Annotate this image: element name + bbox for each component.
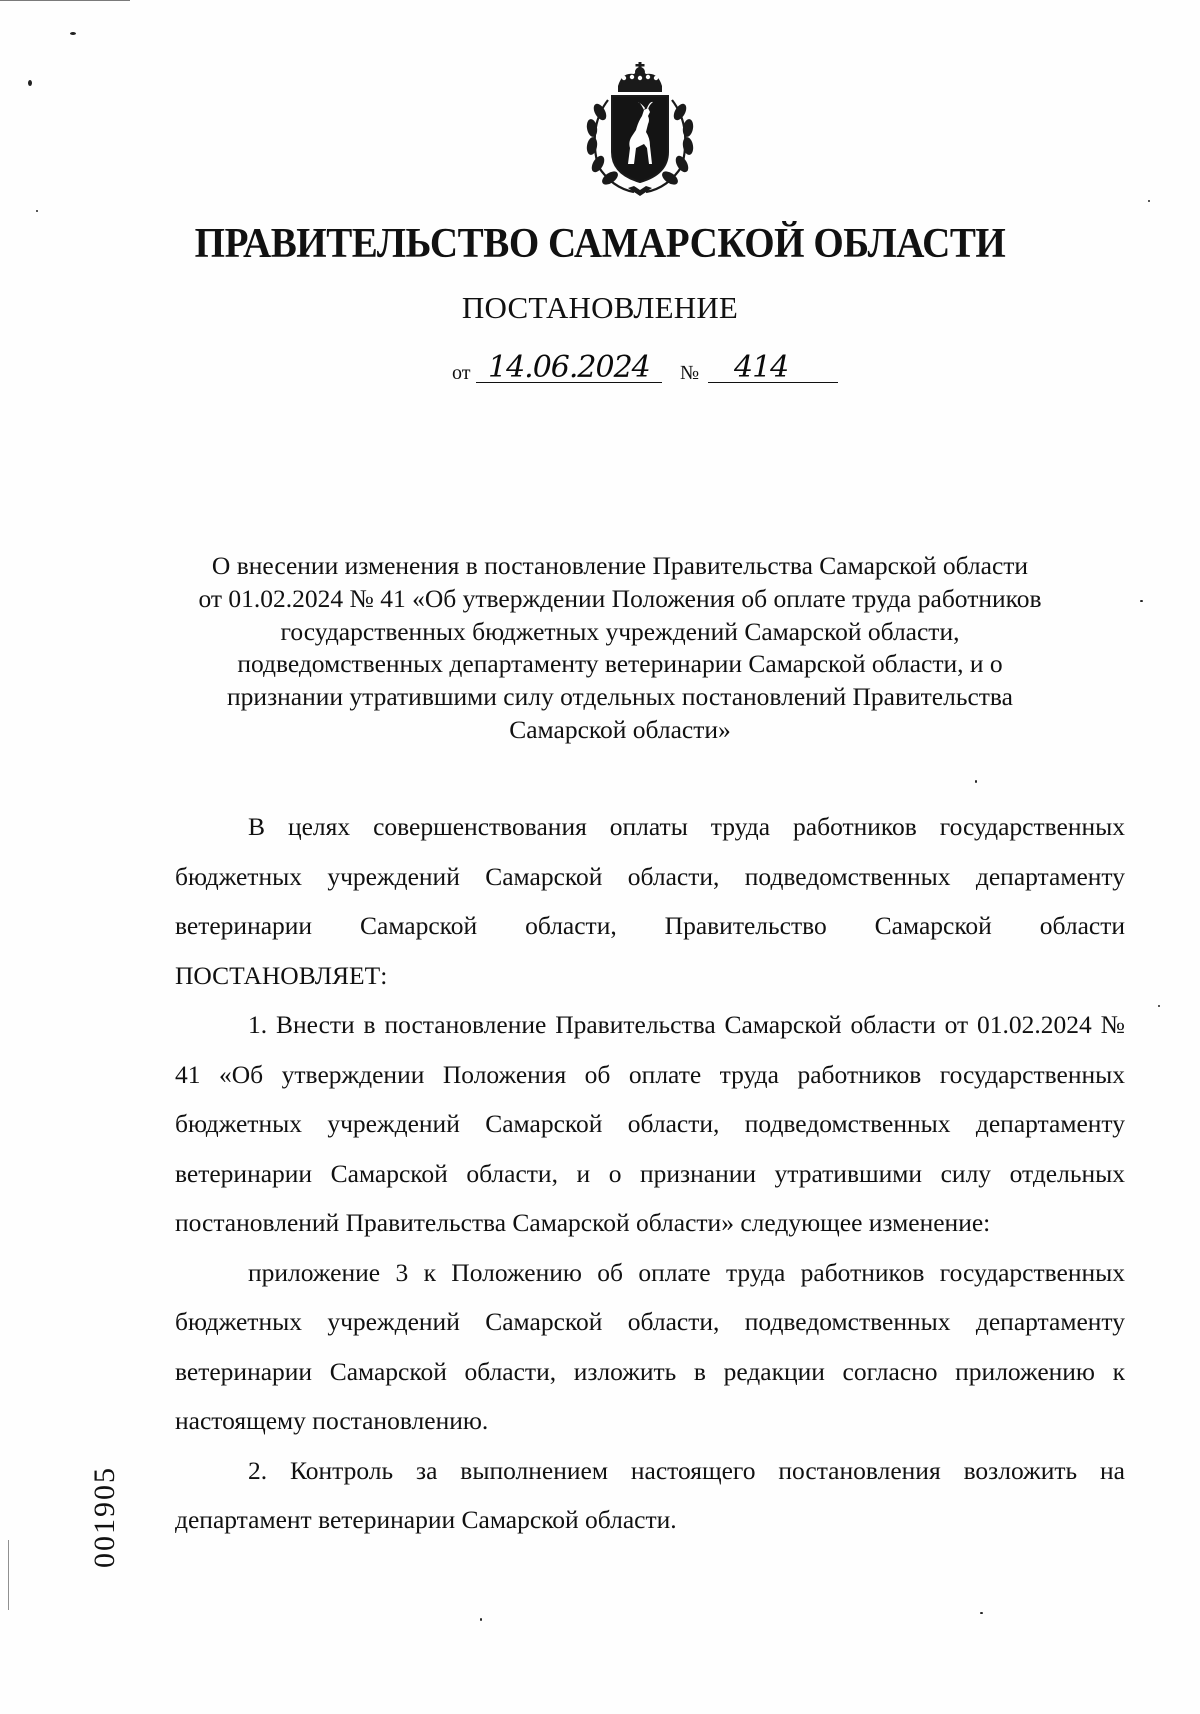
scan-speck: [980, 1612, 983, 1614]
subject-line: признании утратившими силу отдельных постановлений Правительства: [227, 682, 1013, 712]
subject-line: государственных бюджетных учреждений Самарской области,: [280, 616, 960, 646]
subject-line: подведомственных департаменту ветеринарии Самарской области, и о: [237, 649, 1003, 679]
document-type-title: ПОСТАНОВЛЕНИЕ: [461, 290, 739, 325]
subject-line: Самарской области»: [509, 714, 731, 744]
scan-speck: [70, 32, 76, 35]
document-subject: [150, 550, 1090, 747]
government-title: ПРАВИТЕЛЬСТВО САМАРСКОЙ ОБЛАСТИ: [194, 221, 1006, 267]
body-paragraph-item-1: 1. Внести в постановление Правительства Самарской области от 01.02.2024 № 41 «Об утверждении Положения об оплате труда работников государственных бюджетных учреждений Самарской области, подведомственных департаменту ветеринарии Самарской области, и о признании утратившими силу отдельных постановлений Правительства Самарской области» следующее изменение:: [175, 1010, 1125, 1237]
body-paragraph-item-2: 2. Контроль за выполнением настоящего постановления возложить на департамент ветеринарии Самарской области.: [175, 1455, 1125, 1534]
scan-speck: [36, 210, 38, 212]
serial-number-stamp: [88, 1452, 128, 1602]
date-prefix: от: [452, 362, 471, 384]
serial-number: 001905: [88, 1466, 121, 1568]
coat-of-arms-emblem: [578, 56, 702, 198]
number-prefix: №: [680, 362, 700, 384]
handwritten-number: 414: [734, 350, 789, 385]
subject-line: О внесении изменения в постановление Правительства Самарской области: [211, 551, 1029, 580]
subject-line: от 01.02.2024 № 41 «Об утверждении Положения об оплате труда работников: [198, 583, 1042, 613]
body-paragraph-preamble: В целях совершенствования оплаты труда работников государственных бюджетных учреждений Самарской области, подведомственных департаменту ветеринарии Самарской области, Правительство Самарской области ПОСТАНОВЛЯЕТ:: [175, 812, 1125, 990]
document-body: [175, 802, 1125, 1545]
scan-speck: [28, 80, 32, 86]
scan-speck: [1148, 200, 1150, 202]
scan-speck: [1158, 1005, 1160, 1007]
handwritten-date: 14.06.2024: [488, 350, 650, 385]
scan-speck: [480, 1618, 482, 1621]
body-paragraph-amendment: приложение 3 к Положению об оплате труда работников государственных бюджетных учреждений Самарской области, подведомственных департаменту ветеринарии Самарской области, изложить в редакции согласно приложению к настоящему постановлению.: [175, 1257, 1125, 1435]
scan-speck: [1140, 600, 1143, 602]
scan-speck: [975, 780, 977, 783]
scan-speck: [8, 1540, 9, 1610]
scan-speck: [0, 0, 130, 1]
